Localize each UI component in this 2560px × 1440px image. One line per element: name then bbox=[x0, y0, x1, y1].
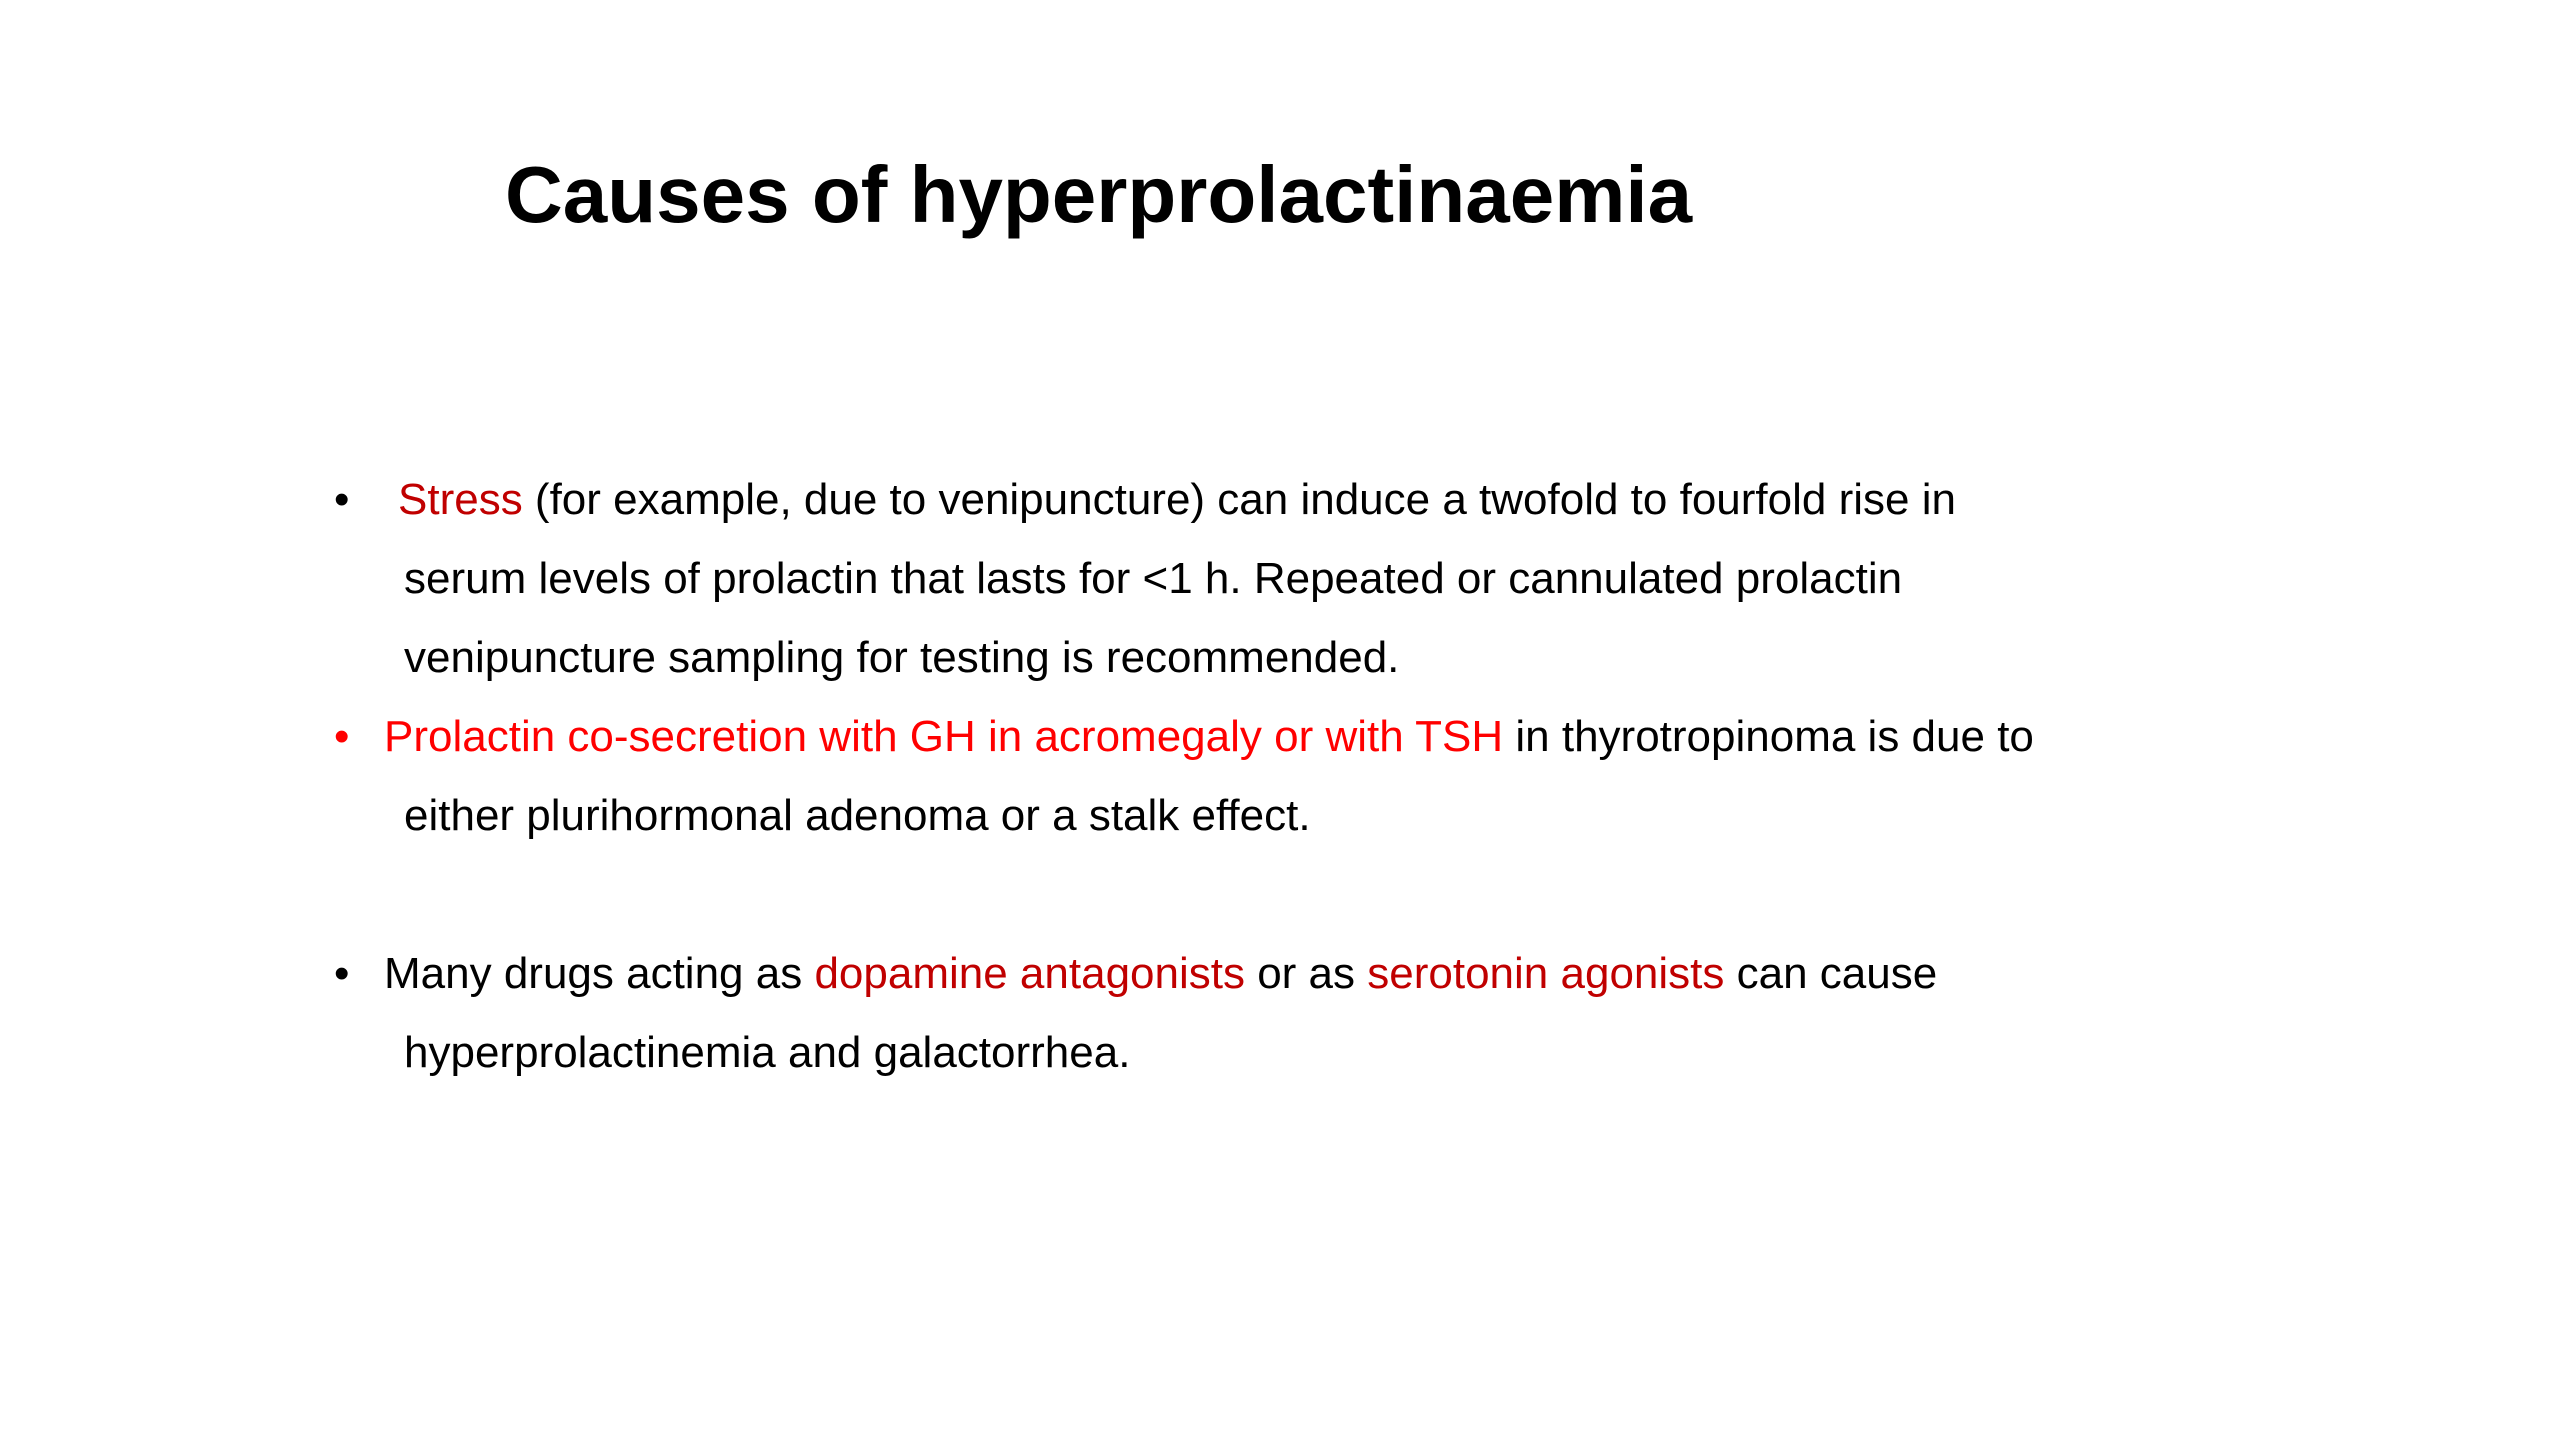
highlight-term-dopamine: dopamine antagonists bbox=[814, 949, 1245, 998]
bullet-dot: • bbox=[334, 475, 350, 524]
highlight-term-serotonin: serotonin agonists bbox=[1367, 949, 1725, 998]
bullet-line bbox=[404, 776, 1311, 855]
highlight-term-cosecretion: Prolactin co-secretion with GH in acromegaly or with TSH bbox=[384, 712, 1504, 761]
bullet-line bbox=[404, 1013, 1130, 1092]
bullet-text: Many drugs acting as bbox=[384, 949, 815, 998]
bullet-text: venipuncture sampling for testing is recommended. bbox=[404, 633, 1400, 682]
bullet-dot: • bbox=[334, 712, 350, 761]
bullet-line bbox=[384, 697, 2034, 776]
slide-title: Causes of hyperprolactinaemia bbox=[505, 150, 1693, 239]
highlight-term-stress: Stress bbox=[398, 475, 523, 524]
bullet-text: serum levels of prolactin that lasts for <1 h. Repeated or cannulated prolactin bbox=[404, 554, 1903, 603]
bullet-text: either plurihormonal adenoma or a stalk effect. bbox=[404, 791, 1311, 840]
bullet-text: in thyrotropinoma is due to bbox=[1503, 712, 2034, 761]
bullet-line bbox=[398, 460, 1956, 539]
bullet-line bbox=[404, 539, 1902, 618]
bullet-text: hyperprolactinemia and galactorrhea. bbox=[404, 1028, 1131, 1077]
bullet-text: or as bbox=[1244, 949, 1368, 998]
bullet-text: can cause bbox=[1724, 949, 1938, 998]
bullet-line bbox=[404, 618, 1399, 697]
bullet-dot: • bbox=[334, 949, 350, 998]
bullet-text: (for example, due to venipuncture) can induce a twofold to fourfold rise in bbox=[522, 475, 1956, 524]
bullet-line bbox=[384, 934, 1937, 1013]
